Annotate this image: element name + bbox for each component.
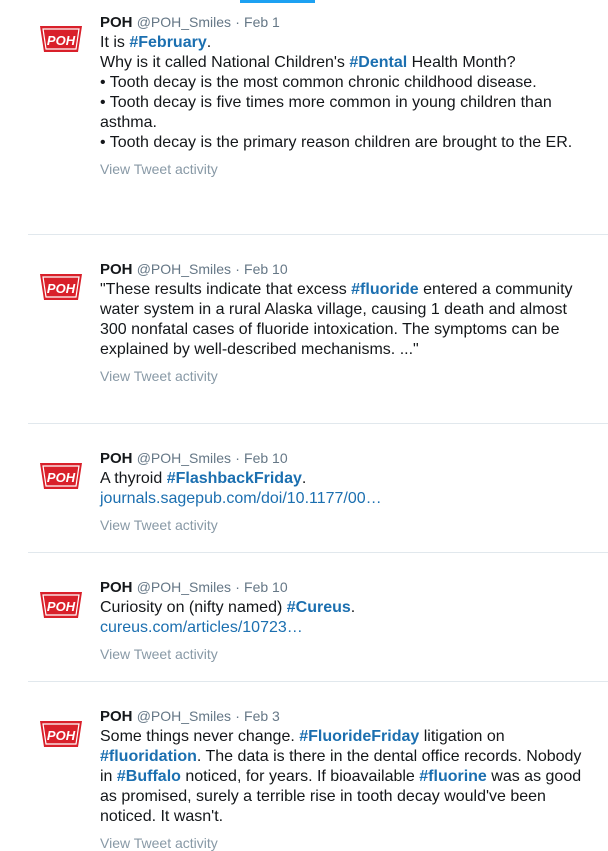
separator: · [235,14,240,30]
tweet-date[interactable]: Feb 3 [244,708,280,724]
separator: · [235,261,240,277]
author-name[interactable]: POH [100,450,133,467]
tweet-text: Curiosity on (nifty named) #Cureus. cureus.com/articles/10723… [100,599,356,636]
avatar-text: POH [46,599,76,614]
tweet-header [100,448,596,469]
poh-logo-avatar[interactable] [38,460,84,492]
author-name[interactable]: POH [100,708,133,725]
tweet-text: Some things never change. #FluorideFriday litigation on #fluoridation. The data is there in the dental office records. Nobody in #Buffalo noticed, for years. If bioavailable #fluorine was as good as promised, surely a terrible rise in tooth decay would've been noticed. It wasn't. [100,728,582,825]
author-handle[interactable]: @POH_Smiles [136,450,232,466]
separator: · [235,450,240,466]
view-tweet-activity-link[interactable]: View Tweet activity [100,161,218,177]
poh-logo-avatar[interactable] [38,589,84,621]
tweet-text: It is #February. Why is it called National Children's #Dental Health Month? • Tooth decay is the most common chronic childhood disease. • Tooth decay is five times more common in young children than asthma. • Tooth decay is the primary reason children are brought to the ER. [100,33,596,153]
article-link[interactable]: cureus.com/articles/10723… [100,619,303,636]
tweet-text: A thyroid #FlashbackFriday. journals.sagepub.com/doi/10.1177/00… [100,470,382,507]
avatar-text: POH [46,281,76,296]
hashtag-fluoridefriday[interactable]: #FluorideFriday [299,728,420,745]
tweet-date[interactable]: Feb 10 [244,261,288,277]
view-tweet-activity-link[interactable]: View Tweet activity [100,646,218,662]
author-handle[interactable]: @POH_Smiles [136,708,232,724]
tweet-header [100,12,596,33]
tweet-1[interactable] [28,0,608,235]
hashtag-fluorine[interactable]: #fluorine [419,768,487,785]
tweet-5[interactable] [28,682,608,851]
poh-logo-avatar[interactable] [38,718,84,750]
hashtag-buffalo[interactable]: #Buffalo [116,768,181,785]
hashtag-fluoridation[interactable]: #fluoridation [100,748,197,765]
tweet-header [100,706,596,727]
author-name[interactable]: POH [100,261,133,278]
author-handle[interactable]: @POH_Smiles [136,14,232,30]
bullet-3: • Tooth decay is the primary reason children are brought to the ER. [100,134,573,151]
hashtag-cureus[interactable]: #Cureus [286,599,351,616]
tweet-text: "These results indicate that excess #fluoride entered a community water system in a rural Alaska village, causing 1 death and almost 300 nonfatal cases of fluoride intoxication. The symptoms can be explained by well-described mechanisms. ..." [100,281,573,358]
poh-logo-avatar[interactable] [38,23,84,55]
tweet-header [100,259,596,280]
avatar-text: POH [46,728,76,743]
separator: · [235,708,240,724]
avatar-text: POH [46,33,76,48]
author-name[interactable]: POH [100,14,133,31]
tweet-date[interactable]: Feb 10 [244,450,288,466]
author-handle[interactable]: @POH_Smiles [136,579,232,595]
author-handle[interactable]: @POH_Smiles [136,261,232,277]
author-name[interactable]: POH [100,579,133,596]
hashtag-dental[interactable]: #Dental [349,54,408,71]
tweet-3[interactable] [28,424,608,553]
tweet-header [100,577,596,598]
hashtag-february[interactable]: #February [129,34,207,51]
view-tweet-activity-link[interactable]: View Tweet activity [100,368,218,384]
avatar-text: POH [46,470,76,485]
hashtag-fluoride[interactable]: #fluoride [351,281,419,298]
tweet-date[interactable]: Feb 1 [244,14,280,30]
view-tweet-activity-link[interactable]: View Tweet activity [100,517,218,533]
bullet-1: • Tooth decay is the most common chronic childhood disease. [100,74,537,91]
tweet-4[interactable] [28,553,608,682]
hashtag-flashbackfriday[interactable]: #FlashbackFriday [166,470,302,487]
separator: · [235,579,240,595]
tweet-2[interactable] [28,235,608,424]
view-tweet-activity-link[interactable]: View Tweet activity [100,835,218,851]
poh-logo-avatar[interactable] [38,271,84,303]
article-link[interactable]: journals.sagepub.com/doi/10.1177/00… [100,490,382,507]
bullet-2: • Tooth decay is five times more common in young children than asthma. [100,94,552,131]
tweet-date[interactable]: Feb 10 [244,579,288,595]
